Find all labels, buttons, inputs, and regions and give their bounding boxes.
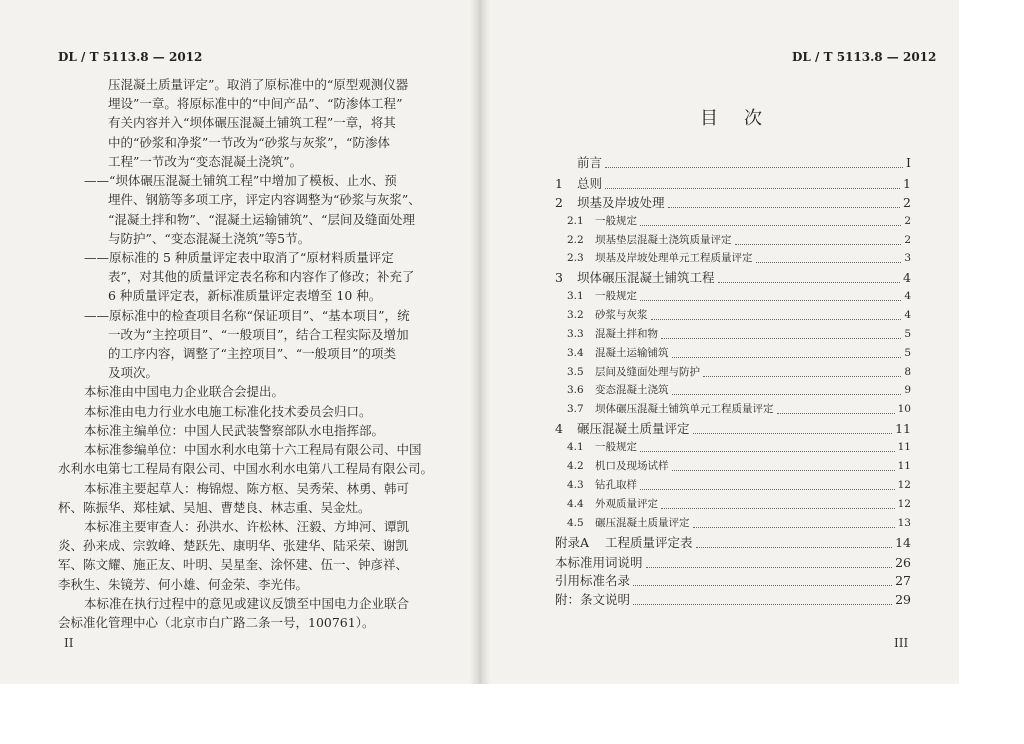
toc-entry[interactable] <box>555 439 911 455</box>
toc-entry-title: 附：条文说明 <box>555 592 631 607</box>
toc-entry[interactable] <box>555 213 911 229</box>
toc-entry-page: 5 <box>904 328 911 340</box>
toc-entry-page: 3 <box>904 252 911 264</box>
toc-leader-dots <box>668 206 901 208</box>
toc-entry-number: 3.5 <box>567 366 584 378</box>
toc-entry-title: 坝基垫层混凝土浇筑质量评定 <box>595 234 732 246</box>
toc-entry-title: 混凝土运输铺筑 <box>595 347 669 359</box>
body-line: 埋设”一章。将原标准中的“中间产品”、“防渗体工程” <box>108 96 403 112</box>
toc-entry-title: 砂浆与灰浆 <box>595 309 648 321</box>
body-line: 埋件、钢筋等多项工序，评定内容调整为“砂浆与灰浆”、 <box>108 192 421 208</box>
toc-leader-dots <box>633 603 892 605</box>
toc-entry-title: 前言 <box>577 155 603 170</box>
toc-entry[interactable] <box>555 401 911 417</box>
toc-entry-number: 4.4 <box>567 498 584 510</box>
toc-entry-title: 坝体碾压混凝土铺筑单元工程质量评定 <box>595 403 774 415</box>
right-page-header: DL / T 5113.8 — 2012 <box>792 50 937 64</box>
body-line: 炎、孙来成、宗敦峰、楚跃先、康明华、张建华、陆采荣、谢凯 <box>58 538 409 554</box>
toc-entry-title: 钻孔取样 <box>595 479 637 491</box>
toc-entry-number: 4 <box>555 421 563 436</box>
body-line: ——原标准的 5 种质量评定表中取消了“原材料质量评定 <box>84 249 394 265</box>
toc-entry-title: 坝基及岸坡处理 <box>577 195 665 210</box>
toc-entry-title: 一般规定 <box>595 290 637 302</box>
toc-leader-dots <box>646 566 893 568</box>
toc-leader-dots <box>640 450 895 452</box>
toc-entry-number: 1 <box>555 176 563 191</box>
toc-entry-title: 总则 <box>577 176 603 191</box>
toc-entry-page: 27 <box>895 573 911 588</box>
toc-entry-number: 3.2 <box>567 309 584 321</box>
toc-entry-page: 12 <box>897 479 911 491</box>
toc-title: 目次 <box>700 108 788 129</box>
toc-entry-page: 2 <box>903 195 911 210</box>
toc-entry-title: 外观质量评定 <box>595 498 658 510</box>
toc-leader-dots <box>703 375 901 377</box>
toc-entry-number: 3 <box>555 270 563 285</box>
toc-entry-number: 附录A <box>555 535 590 550</box>
toc-entry-number: 3.4 <box>567 347 584 359</box>
toc-entry[interactable] <box>555 326 911 342</box>
body-line: 李秋生、朱镜芳、何小雄、何金荣、李光伟。 <box>58 576 309 592</box>
toc-entry[interactable] <box>555 288 911 304</box>
body-line: 本标准由电力行业水电施工标准化技术委员会归口。 <box>84 403 372 419</box>
toc-leader-dots <box>640 299 901 301</box>
toc-entry-title: 一般规定 <box>595 441 637 453</box>
toc-entry-page: 4 <box>904 309 911 321</box>
toc-leader-dots <box>661 337 901 339</box>
toc-entry-page: 11 <box>895 421 911 436</box>
toc-leader-dots <box>651 318 902 320</box>
toc-entry[interactable] <box>555 174 911 192</box>
toc-entry[interactable] <box>555 153 911 171</box>
toc-leader-dots <box>672 393 902 395</box>
toc-entry-number: 3.3 <box>567 328 584 340</box>
body-line: 一改为“主控项目”、“一般项目”，结合工程实际及增加 <box>108 326 409 342</box>
toc-entry[interactable] <box>555 193 911 211</box>
toc-entry-page: 4 <box>904 290 911 302</box>
body-line: 水利水电第七工程局有限公司、中国水利水电第八工程局有限公司。 <box>58 461 434 477</box>
body-line: ——“坝体碾压混凝土铺筑工程”中增加了模板、止水、预 <box>84 173 397 189</box>
toc-entry[interactable] <box>555 419 911 437</box>
toc-entry-title: 坝体碾压混凝土铺筑工程 <box>577 270 715 285</box>
toc-entry-number: 3.1 <box>567 290 584 302</box>
toc-entry-page: 29 <box>895 592 911 607</box>
body-line: 本标准参编单位：中国水利水电第十六工程局有限公司、中国 <box>84 442 422 458</box>
toc-entry-number: 3.7 <box>567 403 584 415</box>
toc-leader-dots <box>605 166 903 168</box>
toc-leader-dots <box>633 584 892 586</box>
toc-entry-title: 碾压混凝土质量评定 <box>595 517 690 529</box>
toc-entry-page: 1 <box>903 176 911 191</box>
body-line: 有关内容并入“坝体碾压混凝土铺筑工程”一章，将其 <box>108 115 396 131</box>
toc-entry[interactable] <box>555 477 911 493</box>
toc-entry-page: 9 <box>904 384 911 396</box>
toc-entry[interactable] <box>555 232 911 248</box>
body-line: 中的“砂浆和净浆”一节改为“砂浆与灰浆”，“防渗体 <box>108 134 390 150</box>
body-line: ——原标准中的检查项目名称“保证项目”、“基本项目”，统 <box>84 307 410 323</box>
toc-leader-dots <box>672 469 895 471</box>
toc-entry-page: 11 <box>897 441 911 453</box>
toc-entry-title: 一般规定 <box>595 215 637 227</box>
body-line: 会标准化管理中心（北京市白广路二条一号，100761）。 <box>58 615 375 630</box>
toc-entry-page: 11 <box>897 460 911 472</box>
toc-entry-number: 2.1 <box>567 215 584 227</box>
toc-entry-title: 坝基及岸坡处理单元工程质量评定 <box>595 252 753 264</box>
toc-leader-dots <box>672 356 902 358</box>
toc-leader-dots <box>756 261 902 263</box>
toc-entry-page: Ⅰ <box>906 155 911 170</box>
toc-leader-dots <box>640 224 901 226</box>
toc-leader-dots <box>605 187 900 189</box>
body-line: 军、陈文耀、施正友、叶明、吴星奎、涂怀建、伍一、钟彦祥、 <box>58 557 409 573</box>
toc-entry-title: 工程质量评定表 <box>605 535 693 550</box>
body-line: 及项次。 <box>108 365 159 381</box>
right-page-number: III <box>894 636 909 650</box>
toc-entry[interactable] <box>555 382 911 398</box>
left-page-header: DL / T 5113.8 — 2012 <box>58 50 203 64</box>
body-line: 本标准由中国电力企业联合会提出。 <box>84 384 285 400</box>
toc-leader-dots <box>693 432 893 434</box>
toc-entry-title: 混凝土拌和物 <box>595 328 658 340</box>
toc-entry[interactable] <box>555 553 911 571</box>
toc-entry-page: 26 <box>895 555 911 570</box>
body-line: 本标准主要审查人：孙洪水、许松林、汪毅、方坤河、谭凯 <box>84 518 410 534</box>
toc-entry-page: 14 <box>895 535 911 550</box>
toc-entry[interactable] <box>555 590 911 608</box>
toc-entry[interactable] <box>555 515 911 531</box>
toc-leader-dots <box>735 243 902 245</box>
body-line: 本标准在执行过程中的意见或建议反馈至中国电力企业联合 <box>84 595 410 611</box>
toc-leader-dots <box>693 526 895 528</box>
body-line: 的工序内容，调整了“主控项目”、“一般项目”的项类 <box>108 346 397 361</box>
toc-entry[interactable] <box>555 571 911 589</box>
body-line: 压混凝土质量评定”。取消了原标准中的“原型观测仪器 <box>108 77 409 92</box>
toc-entry-page: 5 <box>904 347 911 359</box>
toc-entry-title: 变态混凝土浇筑 <box>595 384 669 396</box>
toc-entry[interactable] <box>555 250 911 266</box>
toc-entry[interactable] <box>555 345 911 361</box>
toc-entry-number: 4.3 <box>567 479 584 491</box>
toc-entry-title: 机口及现场试样 <box>595 460 669 472</box>
body-line: “混凝土拌和物”、“混凝土运输铺筑”、“层间及缝面处理 <box>108 211 415 227</box>
toc-leader-dots <box>718 281 901 283</box>
toc-entry-number: 3.6 <box>567 384 584 396</box>
toc-entry-number: 4.1 <box>567 441 584 453</box>
toc-entry-page: 2 <box>904 215 911 227</box>
body-line: 与防护”、“变态混凝土浇筑”等5节。 <box>108 230 311 246</box>
toc-entry-number: 2.2 <box>567 234 584 246</box>
toc-entry[interactable] <box>555 533 911 551</box>
toc-leader-dots <box>640 488 895 490</box>
toc-leader-dots <box>696 546 893 548</box>
toc-entry-number: 2.3 <box>567 252 584 264</box>
body-line: 本标准主要起草人：梅锦煜、陈方枢、吴秀荣、林勇、韩可 <box>84 480 410 496</box>
book-gutter <box>470 0 490 684</box>
toc-entry-title: 本标准用词说明 <box>555 555 643 570</box>
toc-entry-page: 4 <box>903 270 911 285</box>
toc-entry[interactable] <box>555 307 911 323</box>
body-line: 工程”一节改为“变态混凝土浇筑”。 <box>108 153 303 169</box>
toc-entry-page: 10 <box>897 403 911 415</box>
toc-entry-title: 碾压混凝土质量评定 <box>577 421 690 436</box>
toc-entry[interactable] <box>555 268 911 286</box>
toc-entry-page: 2 <box>904 234 911 246</box>
toc-entry-title: 层间及缝面处理与防护 <box>595 366 700 378</box>
body-line: 杯、陈振华、郑桂斌、吴旭、曹楚良、林志重、吴金灶。 <box>58 499 371 515</box>
toc-entry-page: 13 <box>897 517 911 529</box>
body-line: 本标准主编单位：中国人民武装警察部队水电指挥部。 <box>84 422 385 438</box>
toc-entry-title: 引用标准名录 <box>555 573 631 588</box>
left-page-number: II <box>64 636 74 650</box>
toc-entry[interactable] <box>555 458 911 474</box>
toc-entry[interactable] <box>555 496 911 512</box>
toc-entry-number: 4.5 <box>567 517 584 529</box>
toc-entry-number: 4.2 <box>567 460 584 472</box>
toc-entry-page: 12 <box>897 498 911 510</box>
body-line: 6 种质量评定表，新标准质量评定表增至 10 种。 <box>108 288 382 304</box>
toc-entry-page: 8 <box>904 366 911 378</box>
toc-entry-number: 2 <box>555 195 563 210</box>
body-line: 表”，对其他的质量评定表名称和内容作了修改；补充了 <box>108 269 415 285</box>
toc-leader-dots <box>777 412 895 414</box>
toc-entry[interactable] <box>555 364 911 380</box>
toc-leader-dots <box>661 507 895 509</box>
